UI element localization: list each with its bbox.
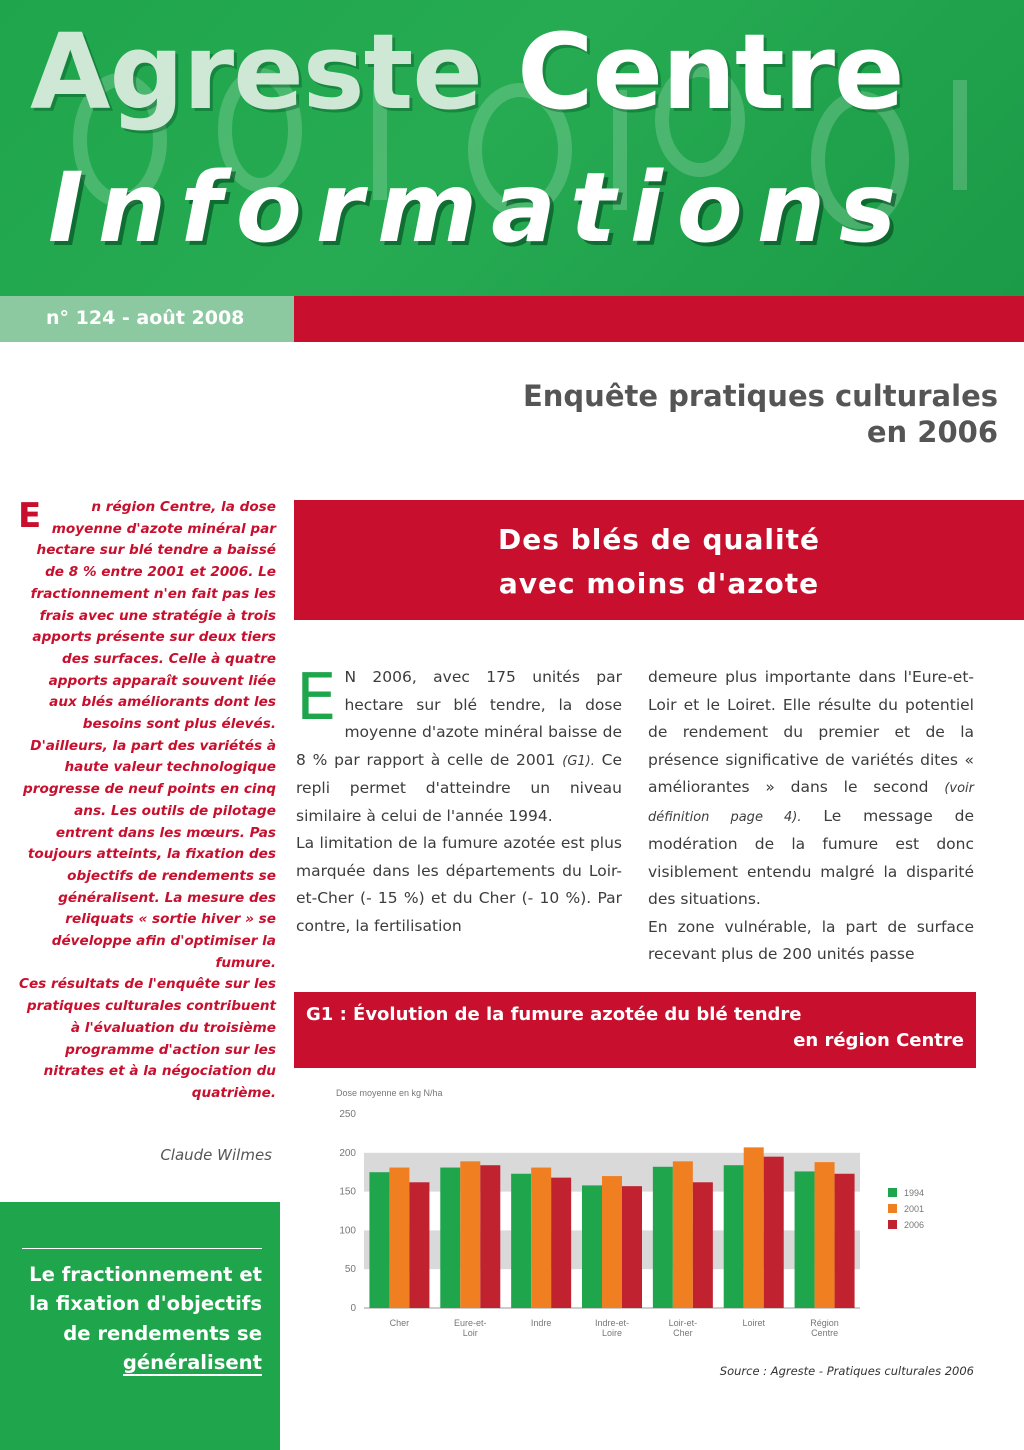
chart-x-tick-1-0: Eure-et- (454, 1318, 487, 1328)
chart-bar-1994-4 (653, 1167, 673, 1308)
chart-bar-2001-1 (460, 1161, 480, 1308)
article-column-1: E N 2006, avec 175 unités par hectare sur blé tendre, la dose moyenne d'azote minéral baisse de 8 % par rapport à celle de 2001 (G1). Ce repli permet d'atteindre un niveau similaire à celui de l'année 1994. La limitation de la fumure azotée est plus marquée dans les départements du Loir-et-Cher (- 15 %) et du Cher (- 10 %). Par contre, la fertilisation (296, 661, 622, 935)
chart-x-tick-6-0: Région (810, 1318, 839, 1328)
red-band (294, 296, 1024, 342)
chart-title-line2: en région Centre (793, 1030, 964, 1051)
issue-label-box (0, 296, 294, 342)
issue-band (0, 296, 1024, 342)
bar-chart (294, 1078, 974, 1358)
chart-legend-label-1994: 1994 (904, 1188, 925, 1198)
chart-bar-1994-1 (440, 1168, 460, 1308)
chart-x-tick-1-1: Loir (462, 1328, 478, 1338)
masthead-title: Agreste Centre (30, 11, 904, 133)
masthead-subtitle: Informations (48, 152, 911, 264)
chart-x-tick-2-0: Indre (530, 1318, 552, 1328)
headline-box (294, 500, 1024, 620)
chart-x-tick-5-0: Loiret (742, 1318, 765, 1328)
chart-y-tick-150: 150 (339, 1186, 356, 1198)
issue-number: n° 124 - août 2008 (46, 307, 245, 329)
chart-y-tick-100: 100 (339, 1225, 356, 1237)
chart-y-axis-label: Dose moyenne en kg N/ha (336, 1088, 443, 1098)
headline: Des blés de qualité avec moins d'azote (498, 523, 820, 600)
chart-bar-2006-0 (409, 1182, 429, 1308)
chart-bar-2001-0 (389, 1168, 409, 1308)
chart-bar-2001-5 (744, 1147, 764, 1308)
survey-title: Enquête pratiques culturales en 2006 (522, 379, 998, 449)
highlight-rule (22, 1248, 262, 1249)
chart-y-tick-200: 200 (339, 1147, 356, 1159)
chart-legend-label-2006: 2006 (904, 1220, 925, 1230)
chart-bar-2006-2 (551, 1178, 571, 1308)
chart-x-tick-3-0: Indre-et- (594, 1318, 630, 1328)
intro-summary: E n région Centre, la dose moyenne d'azote minéral par hectare sur blé tendre a baissé de 8 % entre 2001 et 2006. Le fractionnement n'en fait pas les frais avec une stratégie à trois apports présente sur deux tiers des surfaces. Celle à quatre apports apparaît souvent liée aux blés améliorants dont les besoins sont plus élevés. D'ailleurs, la part des variétés à haute valeur technologique progresse de neuf points en cinq ans. Les outils de pilotage entrent dans les mœurs. Pas toujours atteints, la fixation des objectifs de rendements se généralisent. La mesure des reliquats « sortie hiver » se développe afin d'optimiser la fumure. Ces résultats de l'enquête sur les pratiques culturales contribuent à l'évaluation du troisième programme d'action sur les nitrates et à la négociation du quatrième. (18, 496, 276, 1101)
chart-x-tick-0-0: Cher (389, 1318, 410, 1328)
chart-x-tick-3-1: Loire (601, 1328, 623, 1338)
author: Claude Wilmes (160, 1146, 272, 1164)
chart-legend-label-2001: 2001 (904, 1204, 925, 1214)
chart-bar-1994-5 (724, 1165, 744, 1308)
chart-y-tick-50: 50 (344, 1264, 356, 1276)
chart-x-tick-6-1: Centre (811, 1328, 839, 1338)
chart-title-line1: G1 : Évolution de la fumure azotée du blé tendre (306, 1004, 802, 1025)
chart-bar-1994-6 (795, 1171, 815, 1308)
chart-bar-2001-4 (673, 1161, 693, 1308)
article-dropcap: E (296, 661, 337, 735)
chart-x-tick-4-1: Cher (673, 1328, 693, 1338)
chart-y-tick-250: 250 (339, 1109, 356, 1120)
chart-bar-1994-0 (369, 1172, 389, 1308)
chart-legend-swatch-1994 (888, 1188, 897, 1197)
chart-bar-2001-6 (815, 1162, 835, 1308)
chart-bar-2001-2 (531, 1168, 551, 1308)
highlight-text: Le fractionnement et la fixation d'objectifs de rendements se généralisent (29, 1263, 262, 1374)
chart-bar-2006-1 (480, 1165, 500, 1308)
chart-legend-swatch-2001 (888, 1204, 897, 1213)
chart-bar-1994-3 (582, 1185, 602, 1308)
chart-bar-1994-2 (511, 1174, 531, 1308)
chart-bar-2006-4 (693, 1182, 713, 1308)
chart-header (294, 992, 976, 1068)
chart-legend-swatch-2006 (888, 1220, 897, 1229)
article-column-2: demeure plus importante dans l'Eure-et-Loir et le Loiret. Elle résulte du potentiel de rendement du premier et de la présence significative de variétés dites « améliorantes » dans le second (voir définition page 4). Le message de modération de la fumure est donc visiblement entendu malgré la disparité des situations. En zone vulnérable, la part de surface recevant plus de 200 unités passe (648, 668, 975, 963)
intro-dropcap: E (18, 496, 42, 536)
chart-bar-2001-3 (602, 1176, 622, 1308)
chart-bar-2006-5 (764, 1157, 784, 1308)
chart-source: Source : Agreste - Pratiques culturales 2006 (719, 1364, 974, 1378)
chart-y-tick-0: 0 (350, 1303, 356, 1314)
chart-bar-2006-3 (622, 1186, 642, 1308)
chart-bar-2006-6 (835, 1174, 855, 1308)
highlight-box (0, 1202, 280, 1450)
masthead (0, 0, 1024, 296)
chart-x-tick-4-0: Loir-et- (668, 1318, 698, 1328)
